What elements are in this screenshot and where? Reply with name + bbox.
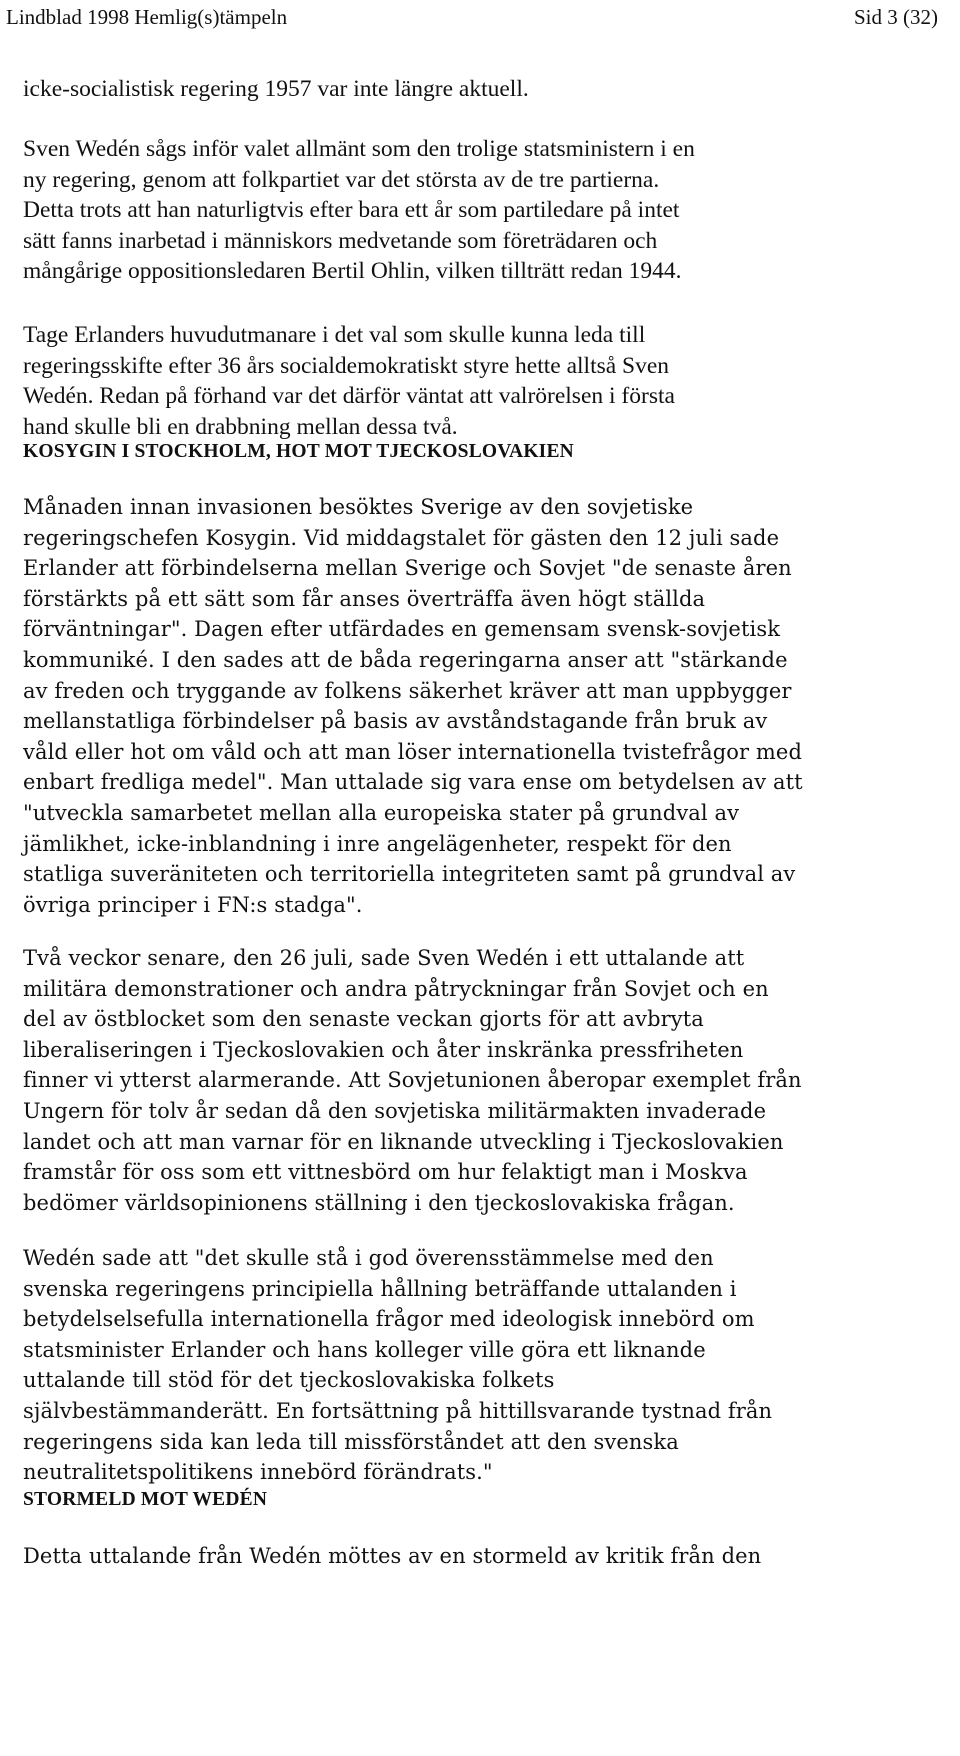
paragraph-3: Tage Erlanders huvudutmanare i det val som skulle kunna leda till regeringsskifte efter 36 års socialdemokratiskt styre hette alltså Sven Wedén. Redan på förhand var det därför väntat att valrörelsen i första hand skulle bli en drabbning mellan dessa två. [23, 322, 675, 440]
paragraph-2: Sven Wedén sågs inför valet allmänt som den trolige statsministern i en ny regering, genom att folkpartiet var det största av de tre partierna. Detta trots att han naturligtvis efter bara ett år som partiledare på intet sätt fanns inarbetad i människors medvetande som företrädaren och mångårige oppositionsledaren Bertil Ohlin, vilken tillträtt redan 1944. [23, 136, 695, 285]
paragraph-6: Wedén sade att "det skulle stå i god överensstämmelse med den svenska regeringens principiella hållning beträffande uttalanden i betydelselsefulla internationella frågor med ideologisk innebörd om statsminister Erlander och hans kolleger ville göra ett liknande uttalande till stöd för det tjeckoslovakiska folkets självbestämmanderätt. En fortsättning på hittillsvarande tystnad från regeringens sida kan leda till missförståndet att den svenska neutralitetspolitikens innebörd förändrats." [23, 1246, 773, 1485]
page-header [6, 3, 938, 31]
section-heading-kosygin: KOSYGIN I STOCKHOLM, HOT MOT TJECKOSLOVAKIEN [23, 441, 574, 462]
paragraph-4: Månaden innan invasionen besöktes Sverige av den sovjetiske regeringschefen Kosygin. Vid middagstalet för gästen den 12 juli sade Erlander att förbindelserna mellan Sverige och Sovjet "de senaste åren förstärkts på ett sätt som får anses överträffa även högt ställda förväntningar". Dagen efter utfärdades en gemensam svensk-sovjetisk kommuniké. I den sades att de båda regeringarna anser att "stärkande av freden och tryggande av folkens säkerhet kräver att man uppbygger mellanstatliga förbindelser på basis av avståndstagande från bruk av våld eller hot om våld och att man löser internationella tvistefrågor med enbart fredliga medel". Man uttalade sig vara ense om betydelsen av att "utveckla samarbetet mellan alla europeiska stater på grundval av jämlikhet, icke-inblandning i inre angelägenheter, respekt för den statliga suveräniteten och territoriella integriteten samt på grundval av övriga principer i FN:s stadga". [23, 495, 803, 917]
paragraph-5: Två veckor senare, den 26 juli, sade Sven Wedén i ett uttalande att militära demonstrationer och andra påtryckningar från Sovjet och en del av östblocket som den senaste veckan gjorts för att avbryta liberaliseringen i Tjeckoslovakien och åter inskränka pressfriheten finner vi ytterst alarmerande. Att Sovjetunionen åberopar exemplet från Ungern för tolv år sedan då den sovjetiska militärmakten invaderade landet och att man varnar för en liknande utveckling i Tjeckoslovakien framstår för oss som ett vittnesbörd om hur felaktigt man i Moskva bedömer världsopinionens ställning i den tjeckoslovakiska frågan. [23, 946, 802, 1215]
paragraph-7: Detta uttalande från Wedén möttes av en stormeld av kritik från den [23, 1544, 762, 1568]
section-heading-stormeld: STORMELD MOT WEDÉN [23, 1489, 268, 1510]
header-title: Lindblad 1998 Hemlig(s)tämpeln [6, 5, 288, 29]
paragraph-1: icke-socialistisk regering 1957 var inte längre aktuell. [23, 76, 529, 102]
page-number: Sid 3 (32) [854, 5, 938, 29]
